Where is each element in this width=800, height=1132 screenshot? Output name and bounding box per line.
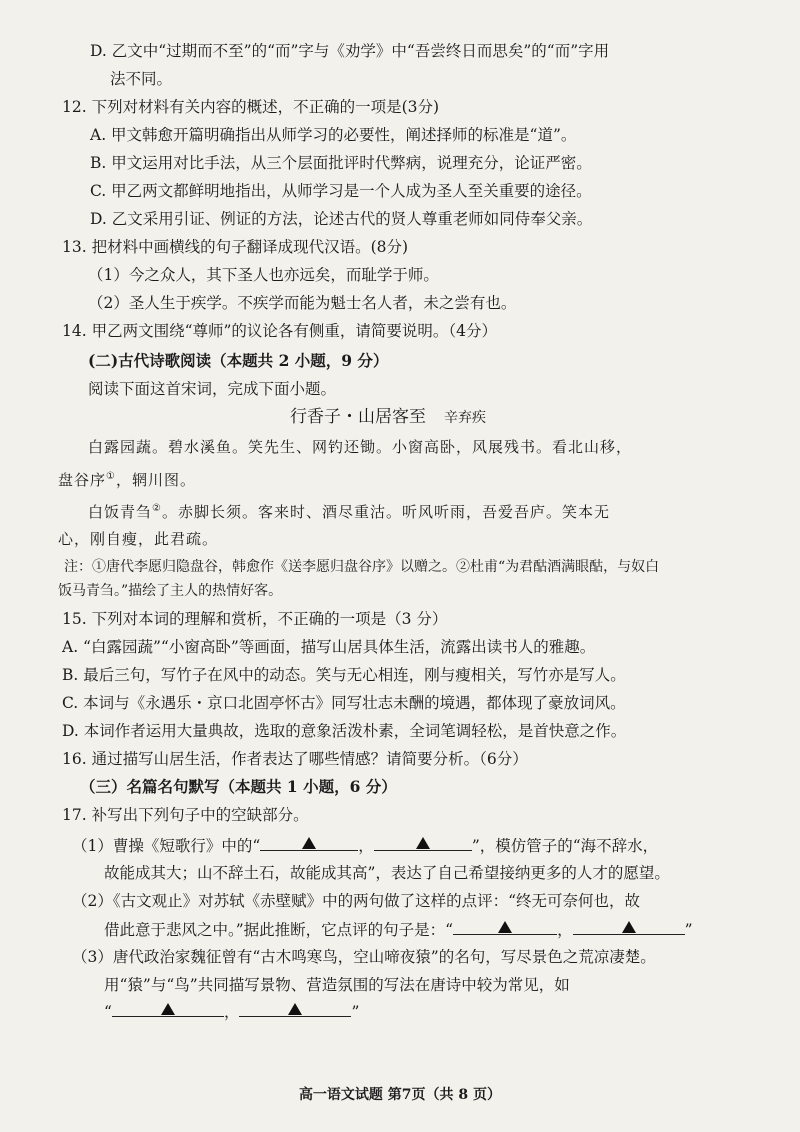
q13-item-2: （2）圣人生于疾学。不疾学而能为魁士名人者，未之尝有也。	[88, 294, 517, 312]
q17-item3-mid: ，	[223, 1003, 240, 1021]
q17-item2-post: ”	[684, 921, 693, 939]
poem-line-2	[58, 466, 196, 491]
section3-heading: （三）名篇名句默写（本题共 1 小题，6 分）	[80, 777, 397, 796]
q15-option-c: C. 本词与《永遇乐・京口北固亭怀古》同写壮志未酬的境遇，都体现了豪放词风。	[62, 694, 626, 712]
q13-item-1: （1）今之众人，其下圣人也亦远矣，而耻学于师。	[88, 266, 439, 284]
triangle-icon	[498, 921, 512, 933]
q16-stem: 16. 通过描写山居生活，作者表达了哪些情感？请简要分析。（6分）	[62, 750, 528, 768]
triangle-icon	[416, 837, 430, 849]
answer-blank-2[interactable]	[374, 834, 472, 851]
q17-item1-mid: ，	[358, 837, 374, 855]
q11-option-d-line2: 法不同。	[110, 70, 173, 88]
q12-option-c: C. 甲乙两文都鲜明地指出，从师学习是一个人成为圣人至关重要的途径。	[90, 182, 592, 200]
q15-stem: 15. 下列对本词的理解和赏析，不正确的一项是（3 分）	[62, 610, 448, 628]
poem-line-3a: 白饭青刍	[88, 503, 153, 521]
poem-line-2a: 盘谷序	[58, 471, 107, 489]
section2-heading: (二)古代诗歌阅读（本题共 2 小题，9 分）	[88, 351, 389, 370]
answer-blank-4[interactable]	[573, 918, 685, 935]
q17-stem: 17. 补写出下列句子中的空缺部分。	[62, 806, 309, 824]
q17-item3-post: ”	[351, 1003, 360, 1021]
answer-blank-1[interactable]	[260, 834, 358, 851]
q17-item3-pre: “	[104, 1003, 112, 1021]
poem-line-4: 心，刚自瘦，此君疏。	[58, 530, 219, 548]
q17-item3-line3	[104, 1000, 359, 1023]
poem-line-3	[88, 498, 610, 523]
q17-item2-line1: （2）《古文观止》对苏轼《赤壁赋》中的两句做了这样的点评：“终无可奈何也，故	[72, 892, 641, 910]
q12-option-a: A. 甲文韩愈开篇明确指出从师学习的必要性，阐述择师的标准是“道”。	[90, 126, 577, 144]
q12-option-b: B. 甲文运用对比手法，从三个层面批评时代弊病，说理充分，论证严密。	[90, 154, 592, 172]
poem-author: 辛弃疾	[444, 410, 486, 426]
triangle-icon	[288, 1003, 302, 1015]
q17-item2-line2	[104, 918, 693, 941]
section2-instruction: 阅读下面这首宋词，完成下面小题。	[88, 380, 337, 398]
triangle-icon	[161, 1003, 175, 1015]
poem-title: 行香子・山居客至	[290, 407, 426, 427]
poem-line-3b: 。赤脚长须。客来时、酒尽重沽。听风听雨，吾爱吾庐。笑本无	[161, 503, 610, 521]
poem-line-2b: ，辋川图。	[115, 471, 196, 489]
q17-item2-pre: 借此意于悲风之中。”据此推断，它点评的句子是：“	[104, 921, 454, 939]
q17-item1-line2: 故能成其大；山不辞土石，故能成其高”，表达了自己希望接纳更多的人才的愿望。	[104, 864, 670, 882]
q11-option-d-line1: D. 乙文中“过期而不至”的“而”字与《劝学》中“吾尝终日而思矣”的“而”字用	[90, 42, 610, 60]
q12-stem: 12. 下列对材料有关内容的概述，不正确的一项是(3分)	[62, 98, 440, 116]
answer-blank-5[interactable]	[112, 1000, 224, 1017]
q13-stem: 13. 把材料中画横线的句子翻译成现代汉语。(8分)	[62, 238, 409, 256]
poem-heading	[290, 406, 486, 429]
note-mark-2: ②	[152, 503, 162, 514]
q17-item3-line2: 用“猿”与“鸟”共同描写景物、营造氛围的写法在唐诗中较为常见，如	[104, 976, 570, 994]
q15-option-b: B. 最后三句，写竹子在风中的动态。笑与无心相连，刚与瘦相关，写竹亦是写人。	[62, 666, 626, 684]
poem-note-2: 饭马青刍。”描绘了主人的热情好客。	[58, 583, 283, 599]
q14-stem: 14. 甲乙两文围绕“尊师”的议论各有侧重，请简要说明。（4分）	[62, 322, 498, 340]
note-mark-1: ①	[106, 471, 116, 482]
triangle-icon	[302, 837, 316, 849]
q17-item2-mid: ，	[557, 921, 573, 939]
q17-item3-line1: （3）唐代政治家魏征曾有“古木鸣寒鸟，空山啼夜猿”的名句，写尽景色之荒凉凄楚。	[72, 948, 656, 966]
q17-item1-line1	[72, 834, 658, 857]
poem-note-1: 注：①唐代李愿归隐盘谷，韩愈作《送李愿归盘谷序》以赠之。②杜甫“为君酤酒满眼酤，与奴白	[64, 559, 660, 575]
q17-item1-post: ”，模仿管子的“海不辞水，	[471, 837, 659, 855]
poem-line-1: 白露园蔬。碧水溪鱼。笑先生、网钓还锄。小窗高卧，风展残书。看北山移，	[88, 438, 633, 456]
page-footer: 高一语文试题 第7页（共 8 页）	[298, 1087, 502, 1103]
q15-option-d: D. 本词作者运用大量典故，选取的意象活泼朴素，全词笔调轻松，是首快意之作。	[62, 722, 627, 740]
q12-option-d: D. 乙文采用引证、例证的方法，论述古代的贤人尊重老师如同侍奉父亲。	[90, 210, 593, 228]
answer-blank-3[interactable]	[453, 918, 557, 935]
answer-blank-6[interactable]	[239, 1000, 351, 1017]
triangle-icon	[622, 921, 636, 933]
q17-item1-pre: （1）曹操《短歌行》中的“	[72, 837, 261, 855]
q15-option-a: A. “白露园蔬”“小窗高卧”等画面，描写山居具体生活，流露出读书人的雅趣。	[62, 638, 596, 656]
